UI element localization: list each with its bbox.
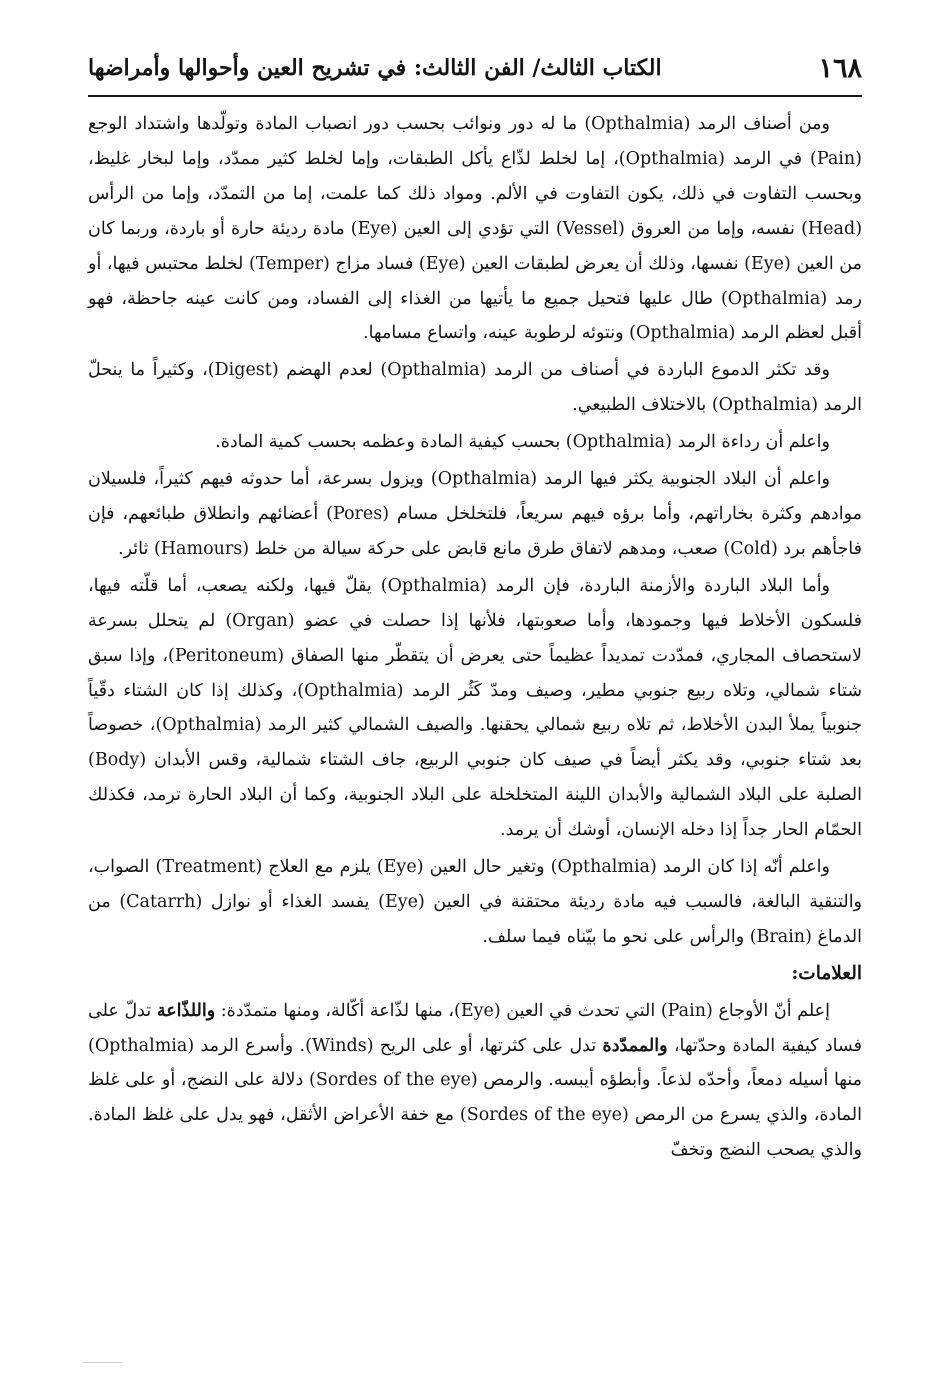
signs-text-3: تدل على كثرتها، أو على الريح (Winds). وأسرع الرمد (Opthalmia) منها أسيله دمعاً، وأحدّه لذعاً. وأبطؤه أيبسه. والرمص (Sordes of the eye) دلالة على النضج، أو على غلظ المادة، والذي يسرع من الرمص (Sordes of the eye) مع خفة الأعراض الأثقل، فهو يدل على غلظ المادة. والذي يصحب النضج وتخفّ [88,1035,862,1161]
signs-paragraph [88,994,862,1169]
paragraph-6: واعلم أنّه إذا كان الرمد (Opthalmia) وتغير حال العين (Eye) يلزم مع العلاج (Treatment) الصواب، والتنقية البالغة، فالسبب فيه مادة رديئة محتقنة في العين (Eye) يفسد الغذاء أو نوازل (Catarrh) من الدماغ (Brain) والرأس على نحو ما بيّناه فيما سلف. [88,857,863,947]
paragraph-1: ومن أصناف الرمد (Opthalmia) ما له دور ونوائب بحسب دور انصباب المادة وتولّدها واشتداد الوجع (Pain) في الرمد (Opthalmia)، إما لخلط لذّاع يأكل الطبقات، وإما لخلط كثير ممدّد، وإما لبخار غليظ، وبحسب التفاوت في ذلك، يكون التفاوت في الألم. ومواد ذلك كما علمت، إما من التمدّد، وإما من الرأس (Head) نفسه، وإما من العروق (Vessel) التي تؤدي إلى العين (Eye) مادة رديئة حارة أو باردة، وربما كان من العين (Eye) نفسها، وذلك أن يعرض لطبقات العين (Eye) فساد مزاج (Temper) لخلط محتبس فيها، أو رمد (Opthalmia) طال عليها فتحيل جميع ما يأتيها من الغذاء إلى الفساد، ومن كانت عينه جاحظة، فهو أقبل لعظم الرمد (Opthalmia) ونتوئه لرطوبة عينه، واتساع مسامها. [88,114,863,344]
section-heading: العلامات: [791,962,862,984]
page-body [88,107,862,1168]
paragraph-5: وأما البلاد الباردة والأزمنة الباردة، فإن الرمد (Opthalmia) يقلّ فيها، ولكنه يصعب، أما قلّته فيها، فلسكون الأخلاط فيها وجمودها، وأما صعوبتها، فلأنها إذا حصلت في عضو (Organ) لم يتحلل بسرعة لاستحصاف المجاري، فمدّدت تمديداً عظيماً حتى يعرض أن يتقطّر منها الصفاق (Peritoneum)، وإذا سبق شتاء شمالي، وتلاه ربيع جنوبي مطير، وصيف ومدّ كَثُر الرمد (Opthalmia)، وكذلك إذا كان الشتاء دقّياً جنوبياً يملأ البدن الأخلاط، ثم تلاه ربيع شمالي يحقنها. والصيف الشمالي كثير الرمد (Opthalmia)، خصوصاً بعد شتاء جنوبي، وقد يكثر أيضاً في صيف كان جنوبي الربيع، جاف الشتاء شمالية، وقس الأبدان (Body) الصلبة على البلاد الشمالية والأبدان اللينة المتخلخلة على البلاد الجنوبية، وكما أن البلاد الحارة ترمد، فكذلك الحمّام الحار جداً إذا دخله الإنسان، أوشك أن يرمد. [88,575,863,841]
term-burning: واللذّاعة [156,1000,216,1021]
running-title: الكتاب الثالث/ الفن الثالث: في تشريح العين وأحوالها وأمراضها [88,55,662,81]
header-rule [88,95,862,97]
page-number: ١٦٨ [818,52,862,84]
paragraph-2: وقد تكثر الدموع الباردة في أصناف من الرمد (Opthalmia) لعدم الهضم (Digest)، وكثيراً ما ينحلّ الرمد (Opthalmia) بالاختلاف الطبيعي. [88,360,862,416]
signs-text-1: إعلم أنّ الأوجاع (Pain) التي تحدث في العين (Eye)، منها لذّاعة أكّالة، ومنها متمدّدة: [220,1000,830,1021]
signs-text-2: تدلّ على فساد كيفية المادة وحدّتها، [88,1000,862,1056]
paragraph-4: واعلم أن البلاد الجنوبية يكثر فيها الرمد (Opthalmia) ويزول بسرعة، أما حدوثه فيهم كثيراً، فلسيلان موادهم وكثرة بخاراتهم، وأما برؤه فيهم سريعاً، فلتخلخل مسام (Pores) أعضائهم وانطلاق طبائعهم، فإن فاجأهم برد (Cold) صعب، ومدهم لاتفاق طرق مانع قابض على حركة سيالة من خلط (Hamours) ثائر. [88,469,862,559]
term-distending: والممدّدة [602,1035,668,1056]
paragraph-3: واعلم أن رداءة الرمد (Opthalmia) بحسب كيفية المادة وعظمه بحسب كمية المادة. [215,432,830,453]
page-header [88,44,862,92]
bottom-scan-mark [82,1362,122,1363]
